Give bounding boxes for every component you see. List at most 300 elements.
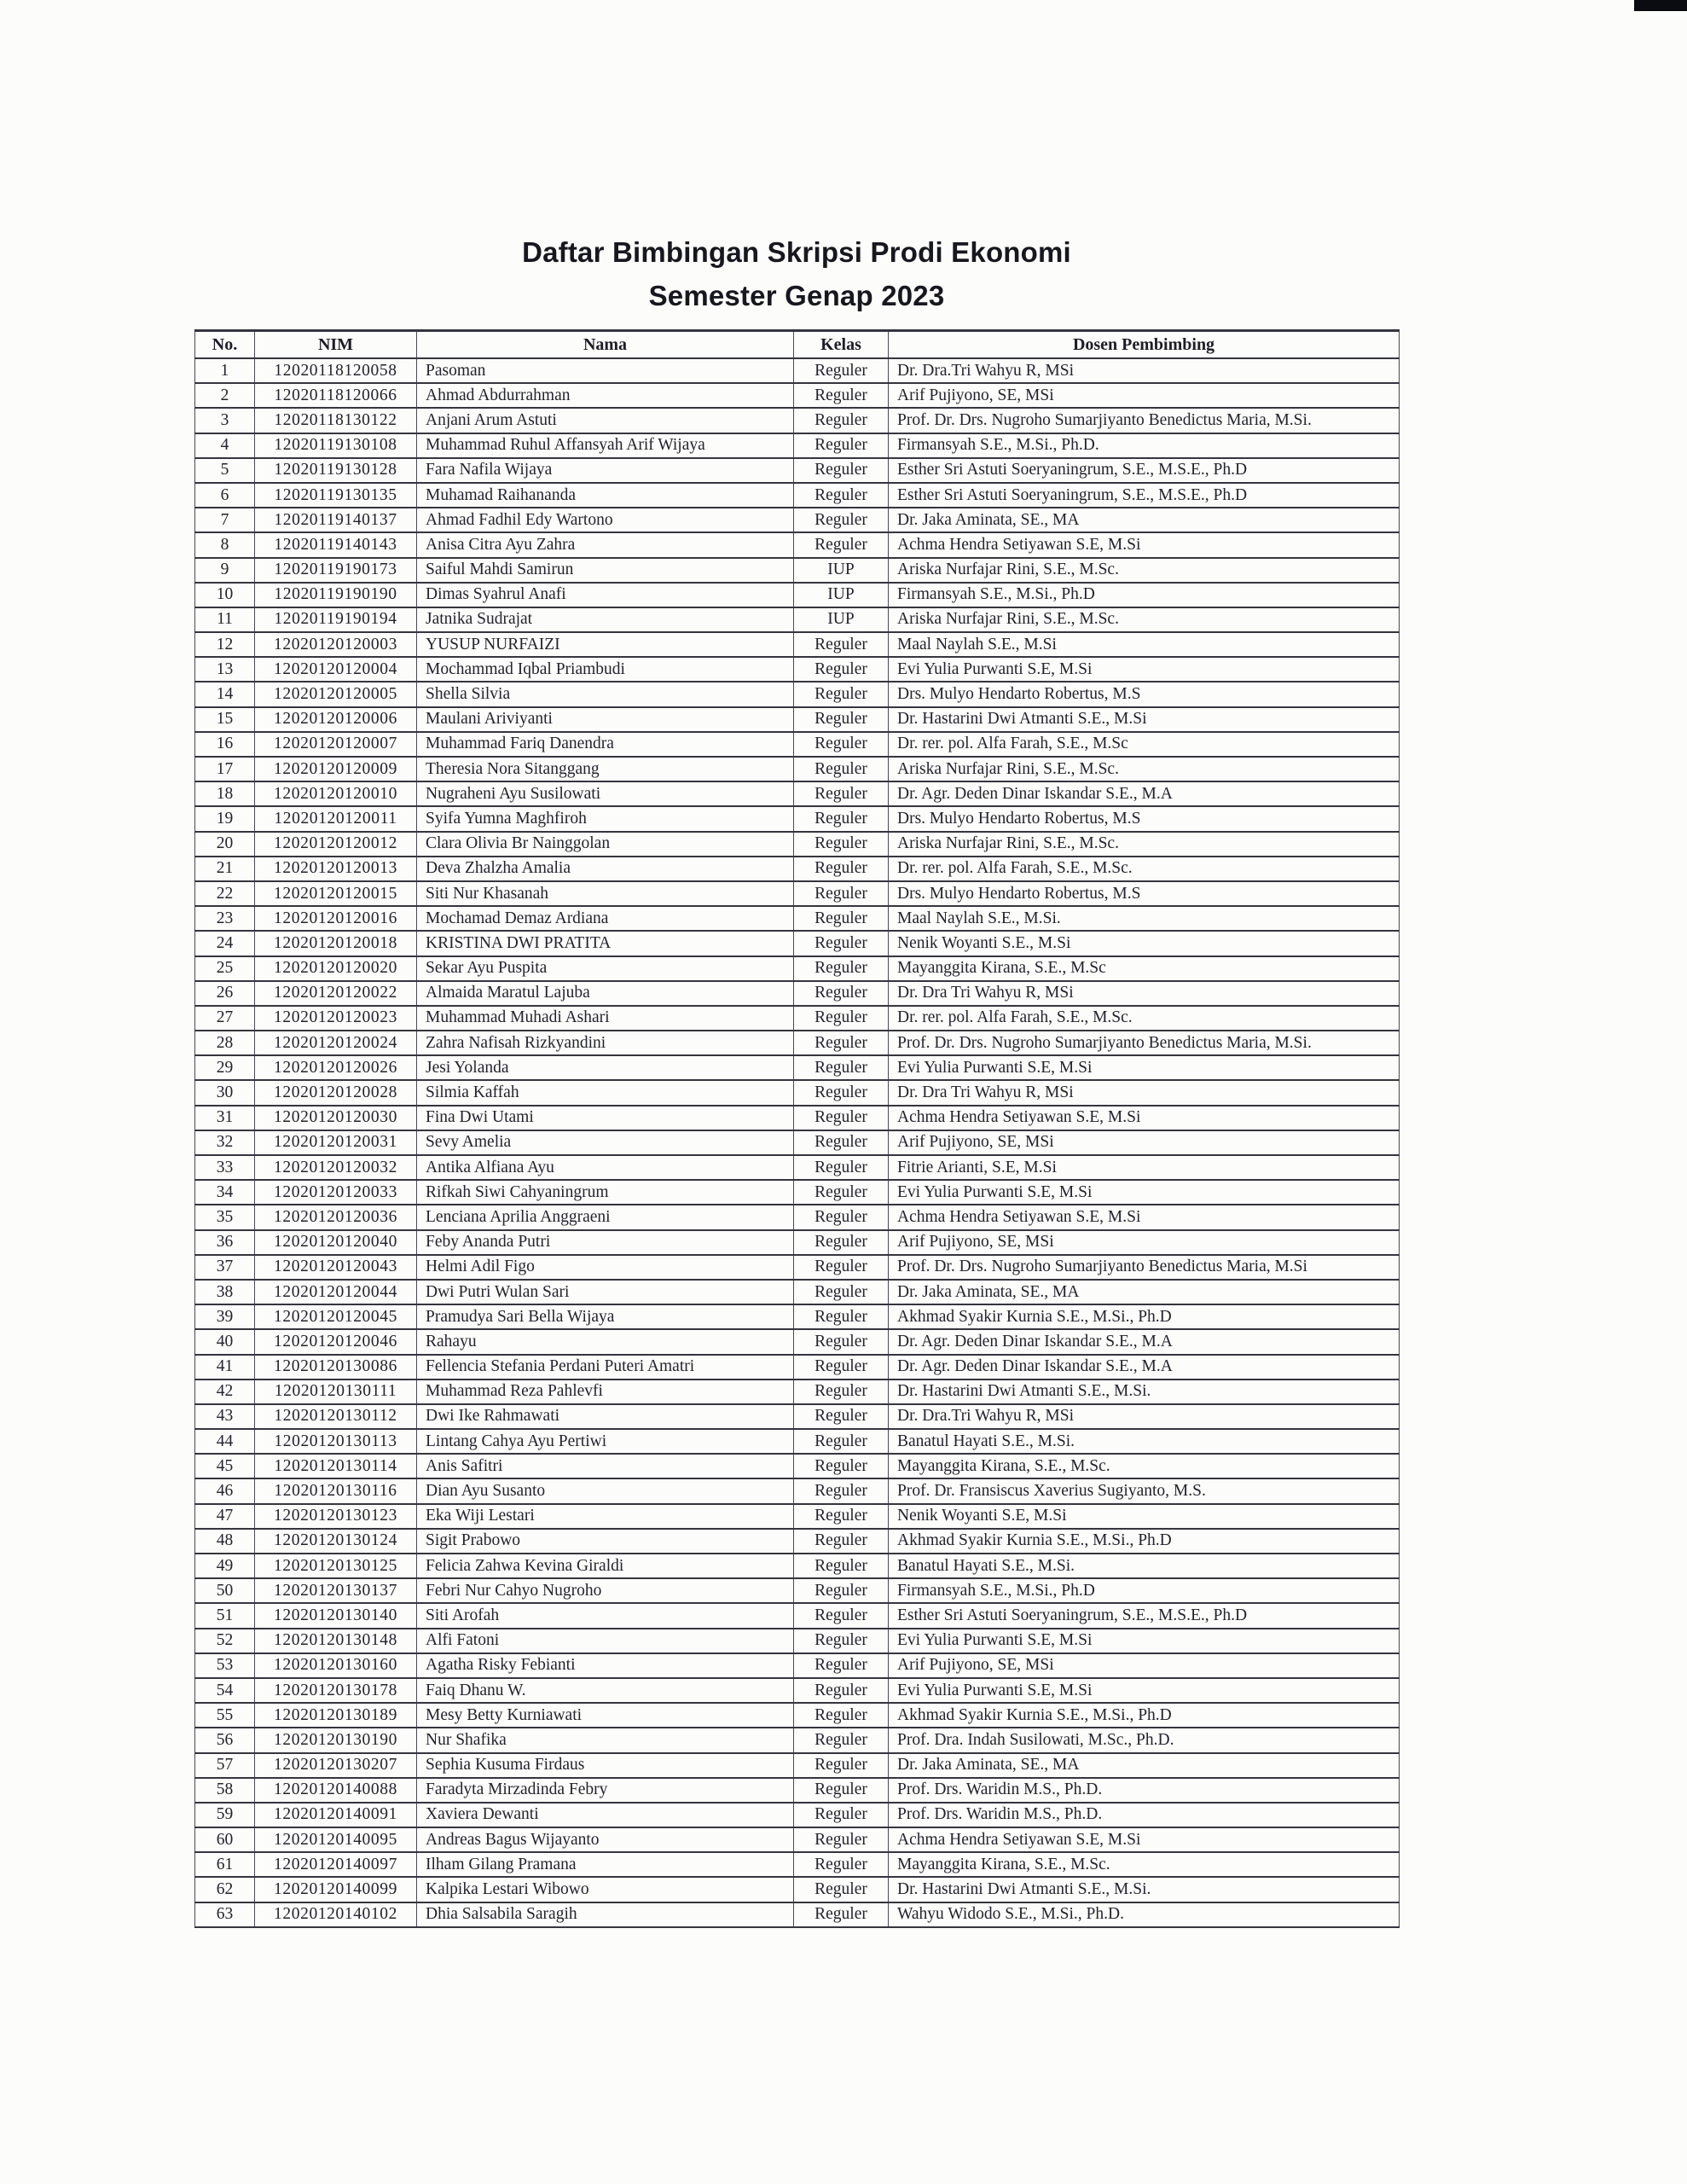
cell-nim: 12020120120016: [255, 906, 417, 931]
cell-no: 48: [195, 1529, 255, 1554]
table-row: [195, 657, 1400, 682]
cell-dosen: Nenik Woyanti S.E, M.Si: [889, 1504, 1400, 1529]
table-row: [195, 1827, 1400, 1852]
column-header-kelas: Kelas: [794, 331, 889, 359]
cell-kelas: Reguler: [794, 1554, 889, 1578]
cell-nama: Muhammad Ruhul Affansyah Arif Wijaya: [417, 433, 794, 458]
cell-nama: Nugraheni Ayu Susilowati: [417, 781, 794, 806]
cell-nim: 12020120120012: [255, 832, 417, 857]
cell-nim: 12020120120028: [255, 1080, 417, 1105]
table-row: [195, 1280, 1400, 1304]
cell-kelas: Reguler: [794, 1629, 889, 1653]
cell-no: 32: [195, 1130, 255, 1155]
table-row: [195, 583, 1400, 607]
cell-no: 38: [195, 1280, 255, 1304]
table-row: [195, 358, 1400, 383]
cell-no: 25: [195, 956, 255, 981]
cell-dosen: Achma Hendra Setiyawan S.E, M.Si: [889, 532, 1400, 557]
cell-dosen: Dr. Agr. Deden Dinar Iskandar S.E., M.A: [889, 781, 1400, 806]
table-row: [195, 781, 1400, 806]
cell-nama: Fellencia Stefania Perdani Puteri Amatri: [417, 1355, 794, 1380]
cell-nim: 12020120120010: [255, 781, 417, 806]
cell-nim: 12020120120033: [255, 1180, 417, 1205]
table-row: [195, 1478, 1400, 1503]
cell-kelas: Reguler: [794, 1578, 889, 1603]
cell-dosen: Mayanggita Kirana, S.E., M.Sc.: [889, 1852, 1400, 1877]
cell-no: 60: [195, 1827, 255, 1852]
cell-nim: 12020119130128: [255, 458, 417, 483]
table-row: [195, 1578, 1400, 1603]
cell-no: 47: [195, 1504, 255, 1529]
cell-dosen: Prof. Dr. Fransiscus Xaverius Sugiyanto, M.S.: [889, 1478, 1400, 1503]
cell-nim: 12020120120013: [255, 857, 417, 881]
cell-dosen: Dr. Dra.Tri Wahyu R, MSi: [889, 358, 1400, 383]
cell-nama: Saiful Mahdi Samirun: [417, 558, 794, 583]
cell-kelas: Reguler: [794, 1827, 889, 1852]
cell-no: 9: [195, 558, 255, 583]
cell-no: 3: [195, 408, 255, 433]
cell-nim: 12020120120024: [255, 1031, 417, 1055]
cell-nim: 12020120120005: [255, 682, 417, 706]
table-row: [195, 1753, 1400, 1778]
cell-nama: YUSUP NURFAIZI: [417, 632, 794, 657]
cell-no: 16: [195, 732, 255, 757]
cell-kelas: Reguler: [794, 1852, 889, 1877]
cell-kelas: Reguler: [794, 508, 889, 532]
cell-dosen: Banatul Hayati S.E., M.Si.: [889, 1429, 1400, 1454]
table-row: [195, 508, 1400, 532]
cell-kelas: Reguler: [794, 1653, 889, 1678]
cell-nim: 12020120130086: [255, 1355, 417, 1380]
table-row: [195, 1454, 1400, 1478]
cell-nim: 12020120140099: [255, 1877, 417, 1902]
table-row: [195, 558, 1400, 583]
cell-kelas: Reguler: [794, 1031, 889, 1055]
cell-no: 41: [195, 1355, 255, 1380]
cell-no: 50: [195, 1578, 255, 1603]
table-row: [195, 1728, 1400, 1752]
document-title: [194, 230, 1399, 317]
cell-nim: 12020120120015: [255, 881, 417, 906]
cell-nama: Clara Olivia Br Nainggolan: [417, 832, 794, 857]
cell-kelas: Reguler: [794, 1130, 889, 1155]
cell-nama: Febri Nur Cahyo Nugroho: [417, 1578, 794, 1603]
cell-nim: 12020120140102: [255, 1902, 417, 1927]
table-row: [195, 1255, 1400, 1280]
cell-dosen: Firmansyah S.E., M.Si., Ph.D: [889, 583, 1400, 607]
table-row: [195, 1329, 1400, 1354]
table-row: [195, 1404, 1400, 1429]
cell-kelas: Reguler: [794, 806, 889, 831]
table-row: [195, 1205, 1400, 1229]
cell-nim: 12020120120044: [255, 1280, 417, 1304]
table-row: [195, 1678, 1400, 1703]
table-row: [195, 483, 1400, 508]
cell-dosen: Ariska Nurfajar Rini, S.E., M.Sc.: [889, 558, 1400, 583]
cell-nama: Syifa Yumna Maghfiroh: [417, 806, 794, 831]
cell-nim: 12020120130148: [255, 1629, 417, 1653]
cell-dosen: Akhmad Syakir Kurnia S.E., M.Si., Ph.D: [889, 1703, 1400, 1728]
table-row: [195, 757, 1400, 781]
table-row: [195, 707, 1400, 732]
table-row: [195, 1504, 1400, 1529]
cell-nama: Muhammad Fariq Danendra: [417, 732, 794, 757]
cell-kelas: Reguler: [794, 956, 889, 981]
cell-no: 8: [195, 532, 255, 557]
cell-no: 14: [195, 682, 255, 706]
cell-dosen: Mayanggita Kirana, S.E., M.Sc: [889, 956, 1400, 981]
cell-kelas: Reguler: [794, 1304, 889, 1329]
cell-no: 55: [195, 1703, 255, 1728]
cell-dosen: Esther Sri Astuti Soeryaningrum, S.E., M.S.E., Ph.D: [889, 483, 1400, 508]
cell-kelas: Reguler: [794, 1529, 889, 1554]
table-row: [195, 732, 1400, 757]
cell-nim: 12020120120020: [255, 956, 417, 981]
cell-nama: Fina Dwi Utami: [417, 1106, 794, 1130]
table-row: [195, 1355, 1400, 1380]
cell-kelas: Reguler: [794, 1803, 889, 1827]
table-row: [195, 1180, 1400, 1205]
cell-nama: Dimas Syahrul Anafi: [417, 583, 794, 607]
cell-no: 40: [195, 1329, 255, 1354]
cell-dosen: Ariska Nurfajar Rini, S.E., M.Sc.: [889, 832, 1400, 857]
cell-dosen: Fitrie Arianti, S.E, M.Si: [889, 1155, 1400, 1180]
cell-no: 34: [195, 1180, 255, 1205]
cell-nim: 12020120130125: [255, 1554, 417, 1578]
cell-dosen: Prof. Dra. Indah Susilowati, M.Sc., Ph.D.: [889, 1728, 1400, 1752]
cell-nim: 12020119190173: [255, 558, 417, 583]
cell-nim: 12020120120031: [255, 1130, 417, 1155]
cell-nama: Ilham Gilang Pramana: [417, 1852, 794, 1877]
cell-dosen: Mayanggita Kirana, S.E., M.Sc.: [889, 1454, 1400, 1478]
cell-dosen: Dr. Hastarini Dwi Atmanti S.E., M.Si.: [889, 1380, 1400, 1404]
cell-no: 20: [195, 832, 255, 857]
cell-nama: Pramudya Sari Bella Wijaya: [417, 1304, 794, 1329]
cell-dosen: Arif Pujiyono, SE, MSi: [889, 1130, 1400, 1155]
cell-nim: 12020119140143: [255, 532, 417, 557]
cell-nim: 12020120120043: [255, 1255, 417, 1280]
cell-kelas: Reguler: [794, 1703, 889, 1728]
table-row: [195, 607, 1400, 632]
cell-dosen: Achma Hendra Setiyawan S.E, M.Si: [889, 1106, 1400, 1130]
table-row: [195, 1031, 1400, 1055]
cell-nama: Nur Shafika: [417, 1728, 794, 1752]
cell-nama: Eka Wiji Lestari: [417, 1504, 794, 1529]
table-row: [195, 1304, 1400, 1329]
table-row: [195, 1653, 1400, 1678]
cell-nim: 12020120130190: [255, 1728, 417, 1752]
cell-no: 17: [195, 757, 255, 781]
cell-nama: Feby Ananda Putri: [417, 1230, 794, 1255]
cell-dosen: Dr. Jaka Aminata, SE., MA: [889, 1753, 1400, 1778]
table-row: [195, 1529, 1400, 1554]
cell-no: 18: [195, 781, 255, 806]
cell-no: 7: [195, 508, 255, 532]
cell-dosen: Dr. Dra.Tri Wahyu R, MSi: [889, 1404, 1400, 1429]
table-row: [195, 1629, 1400, 1653]
cell-no: 37: [195, 1255, 255, 1280]
cell-nim: 12020120120009: [255, 757, 417, 781]
table-row: [195, 458, 1400, 483]
cell-kelas: Reguler: [794, 1753, 889, 1778]
table-row: [195, 832, 1400, 857]
cell-nim: 12020120120040: [255, 1230, 417, 1255]
cell-nama: Shella Silvia: [417, 682, 794, 706]
table-row: [195, 1380, 1400, 1404]
table-row: [195, 632, 1400, 657]
cell-nim: 12020120120022: [255, 981, 417, 1006]
cell-no: 51: [195, 1603, 255, 1628]
cell-dosen: Evi Yulia Purwanti S.E, M.Si: [889, 1180, 1400, 1205]
cell-kelas: IUP: [794, 583, 889, 607]
cell-no: 4: [195, 433, 255, 458]
cell-no: 29: [195, 1055, 255, 1080]
cell-kelas: Reguler: [794, 1230, 889, 1255]
cell-dosen: Dr. Jaka Aminata, SE., MA: [889, 508, 1400, 532]
cell-nim: 12020120130123: [255, 1504, 417, 1529]
cell-nama: Faradyta Mirzadinda Febry: [417, 1778, 794, 1803]
cell-nama: Anisa Citra Ayu Zahra: [417, 532, 794, 557]
cell-no: 30: [195, 1080, 255, 1105]
cell-nama: Antika Alfiana Ayu: [417, 1155, 794, 1180]
cell-no: 22: [195, 881, 255, 906]
document-title-line-1: Daftar Bimbingan Skripsi Prodi Ekonomi: [522, 236, 1071, 268]
cell-dosen: Drs. Mulyo Hendarto Robertus, M.S: [889, 881, 1400, 906]
cell-no: 12: [195, 632, 255, 657]
cell-nim: 12020120130124: [255, 1529, 417, 1554]
cell-nama: Siti Arofah: [417, 1603, 794, 1628]
cell-nama: Siti Nur Khasanah: [417, 881, 794, 906]
cell-nama: Muhamad Raihananda: [417, 483, 794, 508]
cell-kelas: Reguler: [794, 682, 889, 706]
cell-nama: Anjani Arum Astuti: [417, 408, 794, 433]
cell-dosen: Prof. Drs. Waridin M.S., Ph.D.: [889, 1803, 1400, 1827]
cell-no: 21: [195, 857, 255, 881]
cell-dosen: Evi Yulia Purwanti S.E, M.Si: [889, 1629, 1400, 1653]
cell-dosen: Arif Pujiyono, SE, MSi: [889, 383, 1400, 408]
table-row: [195, 1106, 1400, 1130]
cell-nim: 12020120130111: [255, 1380, 417, 1404]
cell-nama: Xaviera Dewanti: [417, 1803, 794, 1827]
cell-nim: 12020118120066: [255, 383, 417, 408]
cell-dosen: Firmansyah S.E., M.Si., Ph.D: [889, 1578, 1400, 1603]
cell-no: 31: [195, 1106, 255, 1130]
cell-dosen: Prof. Drs. Waridin M.S., Ph.D.: [889, 1778, 1400, 1803]
cell-nim: 12020120120030: [255, 1106, 417, 1130]
cell-dosen: Nenik Woyanti S.E., M.Si: [889, 931, 1400, 956]
cell-dosen: Esther Sri Astuti Soeryaningrum, S.E., M.S.E., Ph.D: [889, 458, 1400, 483]
cell-kelas: IUP: [794, 607, 889, 632]
cell-dosen: Prof. Dr. Drs. Nugroho Sumarjiyanto Benedictus Maria, M.Si.: [889, 1031, 1400, 1055]
table-row: [195, 682, 1400, 706]
cell-kelas: Reguler: [794, 458, 889, 483]
cell-nim: 12020119140137: [255, 508, 417, 532]
table-row: [195, 1080, 1400, 1105]
cell-dosen: Achma Hendra Setiyawan S.E, M.Si: [889, 1827, 1400, 1852]
cell-no: 53: [195, 1653, 255, 1678]
cell-nim: 12020120130140: [255, 1603, 417, 1628]
cell-kelas: Reguler: [794, 981, 889, 1006]
table-row: [195, 1230, 1400, 1255]
cell-kelas: Reguler: [794, 383, 889, 408]
cell-kelas: Reguler: [794, 1180, 889, 1205]
cell-nama: Jesi Yolanda: [417, 1055, 794, 1080]
cell-nim: 12020120120023: [255, 1006, 417, 1031]
table-row: [195, 1703, 1400, 1728]
cell-nama: Ahmad Abdurrahman: [417, 383, 794, 408]
cell-kelas: Reguler: [794, 433, 889, 458]
cell-nama: Felicia Zahwa Kevina Giraldi: [417, 1554, 794, 1578]
cell-kelas: Reguler: [794, 1080, 889, 1105]
cell-kelas: IUP: [794, 558, 889, 583]
cell-nim: 12020118120058: [255, 358, 417, 383]
cell-nama: Deva Zhalzha Amalia: [417, 857, 794, 881]
cell-dosen: Evi Yulia Purwanti S.E, M.Si: [889, 1055, 1400, 1080]
cell-kelas: Reguler: [794, 358, 889, 383]
cell-kelas: Reguler: [794, 632, 889, 657]
cell-nama: Kalpika Lestari Wibowo: [417, 1877, 794, 1902]
cell-no: 2: [195, 383, 255, 408]
cell-dosen: Dr. rer. pol. Alfa Farah, S.E., M.Sc.: [889, 1006, 1400, 1031]
table-row: [195, 1852, 1400, 1877]
cell-dosen: Dr. Hastarini Dwi Atmanti S.E., M.Si.: [889, 1877, 1400, 1902]
cell-nim: 12020120120003: [255, 632, 417, 657]
cell-nim: 12020120140088: [255, 1778, 417, 1803]
cell-no: 15: [195, 707, 255, 732]
cell-dosen: Dr. Jaka Aminata, SE., MA: [889, 1280, 1400, 1304]
cell-nim: 12020119190190: [255, 583, 417, 607]
cell-dosen: Drs. Mulyo Hendarto Robertus, M.S: [889, 682, 1400, 706]
cell-nama: KRISTINA DWI PRATITA: [417, 931, 794, 956]
cell-nama: Lenciana Aprilia Anggraeni: [417, 1205, 794, 1229]
cell-nim: 12020120120032: [255, 1155, 417, 1180]
cell-nama: Zahra Nafisah Rizkyandini: [417, 1031, 794, 1055]
cell-nim: 12020119190194: [255, 607, 417, 632]
cell-kelas: Reguler: [794, 657, 889, 682]
cell-kelas: Reguler: [794, 1877, 889, 1902]
cell-kelas: Reguler: [794, 857, 889, 881]
cell-dosen: Dr. Dra Tri Wahyu R, MSi: [889, 981, 1400, 1006]
cell-nim: 12020120130114: [255, 1454, 417, 1478]
cell-nim: 12020120130207: [255, 1753, 417, 1778]
cell-dosen: Arif Pujiyono, SE, MSi: [889, 1230, 1400, 1255]
cell-nim: 12020120130178: [255, 1678, 417, 1703]
cell-kelas: Reguler: [794, 1454, 889, 1478]
cell-nama: Dwi Ike Rahmawati: [417, 1404, 794, 1429]
cell-nama: Jatnika Sudrajat: [417, 607, 794, 632]
cell-dosen: Maal Naylah S.E., M.Si: [889, 632, 1400, 657]
cell-kelas: Reguler: [794, 1603, 889, 1628]
cell-kelas: Reguler: [794, 483, 889, 508]
cell-no: 11: [195, 607, 255, 632]
cell-kelas: Reguler: [794, 1728, 889, 1752]
cell-no: 42: [195, 1380, 255, 1404]
cell-no: 26: [195, 981, 255, 1006]
cell-kelas: Reguler: [794, 906, 889, 931]
cell-nama: Pasoman: [417, 358, 794, 383]
cell-kelas: Reguler: [794, 1006, 889, 1031]
table-row: [195, 1006, 1400, 1031]
table-row: [195, 1803, 1400, 1827]
thesis-supervision-table: [194, 329, 1400, 1928]
cell-nama: Sevy Amelia: [417, 1130, 794, 1155]
cell-nim: 12020120140097: [255, 1852, 417, 1877]
cell-no: 43: [195, 1404, 255, 1429]
cell-no: 33: [195, 1155, 255, 1180]
cell-dosen: Dr. Hastarini Dwi Atmanti S.E., M.Si: [889, 707, 1400, 732]
cell-nama: Maulani Ariviyanti: [417, 707, 794, 732]
column-header-no: No.: [195, 331, 255, 359]
table-row: [195, 1055, 1400, 1080]
table-row: [195, 931, 1400, 956]
table-row: [195, 1554, 1400, 1578]
cell-kelas: Reguler: [794, 1255, 889, 1280]
cell-dosen: Dr. Agr. Deden Dinar Iskandar S.E., M.A: [889, 1329, 1400, 1354]
cell-dosen: Drs. Mulyo Hendarto Robertus, M.S: [889, 806, 1400, 831]
cell-nama: Dhia Salsabila Saragih: [417, 1902, 794, 1927]
table-row: [195, 433, 1400, 458]
cell-nama: Rahayu: [417, 1329, 794, 1354]
cell-dosen: Banatul Hayati S.E., M.Si.: [889, 1554, 1400, 1578]
cell-nama: Lintang Cahya Ayu Pertiwi: [417, 1429, 794, 1454]
cell-nim: 12020120130189: [255, 1703, 417, 1728]
table-row: [195, 881, 1400, 906]
cell-dosen: Prof. Dr. Drs. Nugroho Sumarjiyanto Benedictus Maria, M.Si.: [889, 408, 1400, 433]
cell-dosen: Prof. Dr. Drs. Nugroho Sumarjiyanto Benedictus Maria, M.Si: [889, 1255, 1400, 1280]
cell-no: 24: [195, 931, 255, 956]
cell-kelas: Reguler: [794, 732, 889, 757]
cell-nama: Rifkah Siwi Cahyaningrum: [417, 1180, 794, 1205]
cell-kelas: Reguler: [794, 408, 889, 433]
cell-no: 6: [195, 483, 255, 508]
cell-kelas: Reguler: [794, 931, 889, 956]
cell-nama: Sigit Prabowo: [417, 1529, 794, 1554]
column-header-dosen-pembimbing: Dosen Pembimbing: [889, 331, 1400, 359]
cell-nama: Silmia Kaffah: [417, 1080, 794, 1105]
cell-kelas: Reguler: [794, 532, 889, 557]
cell-nim: 12020120120006: [255, 707, 417, 732]
cell-dosen: Evi Yulia Purwanti S.E, M.Si: [889, 657, 1400, 682]
cell-no: 57: [195, 1753, 255, 1778]
cell-nama: Agatha Risky Febianti: [417, 1653, 794, 1678]
cell-nama: Mochamad Demaz Ardiana: [417, 906, 794, 931]
cell-no: 10: [195, 583, 255, 607]
cell-no: 19: [195, 806, 255, 831]
cell-nama: Sekar Ayu Puspita: [417, 956, 794, 981]
cell-kelas: Reguler: [794, 1280, 889, 1304]
cell-nim: 12020119130135: [255, 483, 417, 508]
cell-dosen: Wahyu Widodo S.E., M.Si., Ph.D.: [889, 1902, 1400, 1927]
cell-nim: 12020118130122: [255, 408, 417, 433]
cell-kelas: Reguler: [794, 707, 889, 732]
cell-no: 28: [195, 1031, 255, 1055]
cell-kelas: Reguler: [794, 881, 889, 906]
cell-no: 13: [195, 657, 255, 682]
cell-nama: Dian Ayu Susanto: [417, 1478, 794, 1503]
table-row: [195, 1603, 1400, 1628]
cell-kelas: Reguler: [794, 1329, 889, 1354]
cell-dosen: Evi Yulia Purwanti S.E, M.Si: [889, 1678, 1400, 1703]
cell-kelas: Reguler: [794, 1404, 889, 1429]
cell-no: 52: [195, 1629, 255, 1653]
cell-dosen: Firmansyah S.E., M.Si., Ph.D.: [889, 433, 1400, 458]
cell-nim: 12020120130160: [255, 1653, 417, 1678]
cell-nim: 12020120130137: [255, 1578, 417, 1603]
cell-nama: Andreas Bagus Wijayanto: [417, 1827, 794, 1852]
cell-kelas: Reguler: [794, 1380, 889, 1404]
cell-nim: 12020120120007: [255, 732, 417, 757]
cell-kelas: Reguler: [794, 1902, 889, 1927]
